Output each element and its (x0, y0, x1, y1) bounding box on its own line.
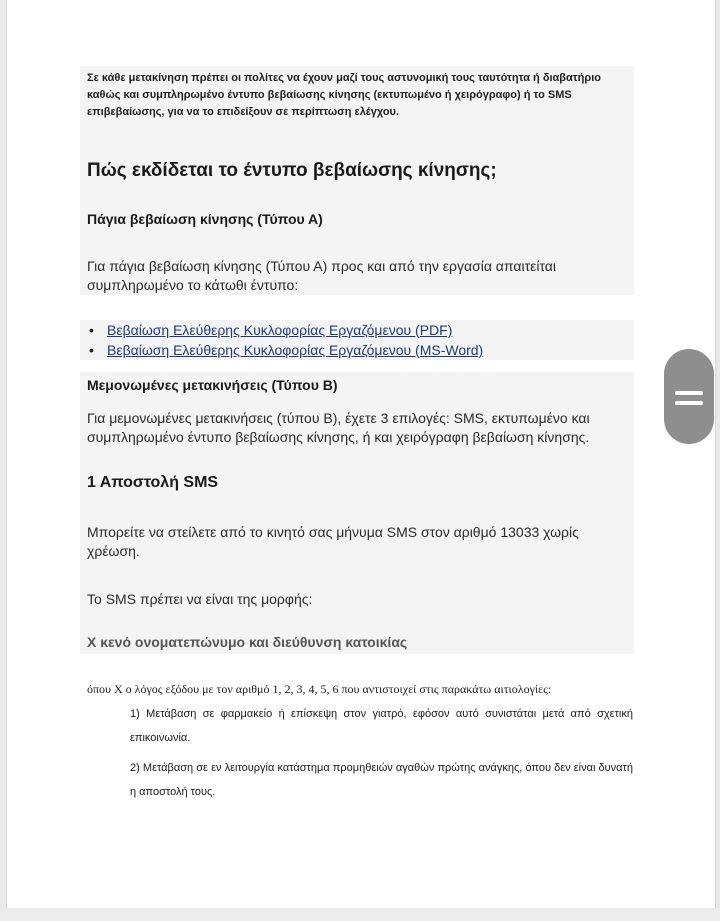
reasons-intro: όπου Χ ο λόγος εξόδου με τον αριθμό 1, 2, 3, 4, 5, 6 που αντιστοιχεί στις παρακάτω αιτιολογίες: (87, 682, 552, 696)
sms-heading: 1 Αποστολή SMS (87, 474, 219, 491)
type-b-paragraph: Για μεμονωμένες μετακινήσεις (τύπου Β), έχετε 3 επιλογές: SMS, εκτυπωμένο και συμπληρωμένο έντυπο βεβαίωσης κίνησης, ή και χειρόγραφη βεβαίωση κίνησης. (87, 410, 590, 445)
intro-text: Σε κάθε μετακίνηση πρέπει οι πολίτες να έχουν μαζί τους αστυνομική τους ταυτότητα ή διαβατήριο καθώς και συμπληρωμένο έντυπο βεβαίωσης κίνησης (εκτυπωμένο ή χειρόγραφο) ή το SMS επιβεβαίωσης, για να το επιδείξουν σε περίπτωση ελέγχου. (87, 72, 601, 118)
sms-format: Χ κενό ονοματεπώνυμο και διεύθυνση κατοικίας (87, 634, 408, 650)
type-b-heading: Μεμονωμένες μετακινήσεις (Τύπου Β) (87, 377, 338, 393)
main-heading: Πώς εκδίδεται το έντυπο βεβαίωσης κίνησης; (87, 160, 497, 181)
bottom-bar (0, 908, 720, 921)
type-a-paragraph: Για πάγια βεβαίωση κίνησης (Τύπου Α) προς και από την εργασία απαιτείται συμπληρωμένο το κάτωθι έντυπο: (87, 258, 556, 293)
list-item (107, 320, 483, 340)
reason-item-2: 2) Μετάβαση σε εν λειτουργία κατάστημα προμηθειών αγαθών πρώτης ανάγκης, όπου δεν είναι δυνατή η αποστολή τους. (130, 762, 633, 798)
pdf-form-link[interactable]: Βεβαίωση Ελεύθερης Κυκλοφορίας Εργαζόμενου (PDF) (107, 322, 453, 338)
sms-paragraph: Μπορείτε να στείλετε από το κινητό σας μήνυμα SMS στον αριθμό 13033 χωρίς χρέωση. (87, 524, 579, 559)
list-item (107, 340, 483, 360)
reason-item-1: 1) Μετάβαση σε φαρμακείο ή επίσκεψη στον γιατρό, εφόσον αυτό συνιστάται μετά από σχετική επικοινωνία. (130, 708, 633, 744)
sms-format-intro: Το SMS πρέπει να είναι της μορφής: (87, 591, 313, 607)
scroll-handle[interactable] (664, 349, 714, 444)
word-form-link[interactable]: Βεβαίωση Ελεύθερης Κυκλοφορίας Εργαζόμενου (MS-Word) (107, 342, 484, 358)
type-a-heading: Πάγια βεβαίωση κίνησης (Τύπου Α) (87, 211, 323, 227)
form-links-list (87, 320, 483, 360)
